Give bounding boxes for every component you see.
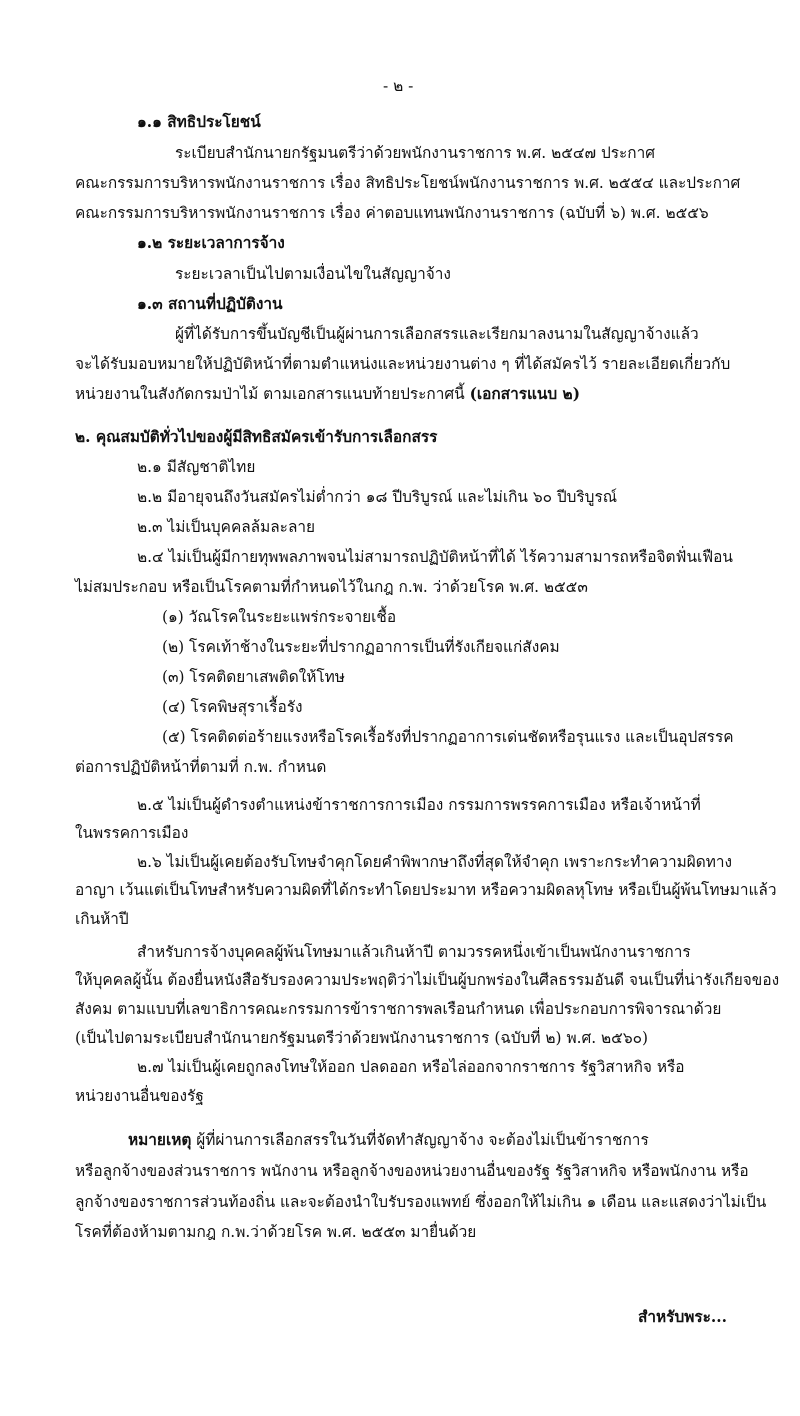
- disease-item: (๓) โรคติดยาเสพติดให้โทษ: [162, 668, 345, 686]
- remark-line: ลูกจ้างของราชการส่วนท้องถิ่น และจะต้องนำใบรับรองแพทย์ ซึ่งออกให้ไม่เกิน ๑ เดือน และแสดงว่าไม่เป็น: [75, 1193, 767, 1211]
- page-number: - ๒ -: [383, 77, 414, 95]
- exception-para: (เป็นไปตามระเบียบสำนักนายกรัฐมนตรีว่าด้วยพนักงานราชการ (ฉบับที่ ๒) พ.ศ. ๒๕๖๐): [75, 1029, 648, 1047]
- item-2-6: ๒.๖ ไม่เป็นผู้เคยต้องรับโทษจำคุกโดยคำพิพากษาถึงที่สุดให้จำคุก เพราะกระทำความผิดทาง: [137, 853, 733, 871]
- section-1-3-text: หน่วยงานในสังกัดกรมป่าไม้ ตามเอกสารแนบท้ายประกาศนี้: [75, 385, 465, 403]
- item-2-1: ๒.๑ มีสัญชาติไทย: [137, 458, 256, 476]
- disease-item: (๒) โรคเท้าช้างในระยะที่ปรากฏอาการเป็นที่รังเกียจแก่สังคม: [162, 638, 560, 656]
- item-2-3: ๒.๓ ไม่เป็นบุคคลล้มละลาย: [137, 518, 316, 536]
- section-1-3-line: ผู้ที่ได้รับการขึ้นบัญชีเป็นผู้ผ่านการเลือกสรรและเรียกมาลงนามในสัญญาจ้างแล้ว: [175, 325, 699, 343]
- remark-line: หรือลูกจ้างของส่วนราชการ พนักงาน หรือลูกจ้างของหน่วยงานอื่นของรัฐ รัฐวิสาหกิจ หรือพนักงาน หรือ: [75, 1162, 749, 1180]
- item-2-4-cont: ไม่สมประกอบ หรือเป็นโรคตามที่กำหนดไว้ในกฎ ก.พ. ว่าด้วยโรค พ.ศ. ๒๕๕๓: [75, 578, 588, 596]
- disease-item: (๔) โรคพิษสุราเรื้อรัง: [162, 698, 303, 716]
- item-2-7: ๒.๗ ไม่เป็นผู้เคยถูกลงโทษให้ออก ปลดออก หรือไล่ออกจากราชการ รัฐวิสาหกิจ หรือ: [137, 1058, 685, 1076]
- exception-para: สังคม ตามแบบที่เลขาธิการคณะกรรมการข้าราชการพลเรือนกำหนด เพื่อประกอบการพิจารณาด้วย: [75, 1000, 722, 1018]
- section-1-3-line-last: [75, 382, 580, 406]
- exception-para: ให้บุคคลผู้นั้น ต้องยื่นหนังสือรับรองความประพฤติว่าไม่เป็นผู้บกพร่องในศีลธรรมอันดี จนเป็นที่น่ารังเกียจของ: [75, 971, 780, 989]
- section-1-1-line: คณะกรรมการบริหารพนักงานราชการ เรื่อง สิทธิประโยชน์พนักงานราชการ พ.ศ. ๒๕๕๔ และประกาศ: [75, 174, 741, 192]
- exception-para: สำหรับการจ้างบุคคลผู้พ้นโทษมาแล้วเกินห้าปี ตามวรรคหนึ่งเข้าเป็นพนักงานราชการ: [137, 943, 691, 961]
- item-2-4: ๒.๔ ไม่เป็นผู้มีกายทุพพลภาพจนไม่สามารถปฏิบัติหน้าที่ได้ ไร้ความสามารถหรือจิตฟั่นเฟือน: [137, 548, 733, 566]
- section-1-1-line: ระเบียบสำนักนายกรัฐมนตรีว่าด้วยพนักงานราชการ พ.ศ. ๒๕๔๗ ประกาศ: [175, 144, 656, 162]
- remark-first-line: [128, 1128, 649, 1152]
- section-1-2-line: ระยะเวลาเป็นไปตามเงื่อนไขในสัญญาจ้าง: [175, 265, 451, 283]
- section-1-3-line: จะได้รับมอบหมายให้ปฏิบัติหน้าที่ตามตำแหน่งและหน่วยงานต่าง ๆ ที่ได้สมัครไว้ รายละเอียดเกี่ยวกับ: [75, 355, 731, 373]
- attachment-reference: (เอกสารแนบ ๒): [469, 385, 580, 403]
- section-1-2-heading: ๑.๒ ระยะเวลาการจ้าง: [137, 234, 285, 252]
- item-2-6-cont: อาญา เว้นแต่เป็นโทษสำหรับความผิดที่ได้กระทำโดยประมาท หรือความผิดลหุโทษ หรือเป็นผู้พ้นโทษมาแล้ว: [75, 881, 777, 899]
- continuation-text: สำหรับพระ...: [638, 1308, 727, 1326]
- item-2-5-cont: ในพรรคการเมือง: [75, 824, 189, 842]
- disease-item: (๑) วัณโรคในระยะแพร่กระจายเชื้อ: [162, 608, 397, 626]
- section-1-3-heading: ๑.๓ สถานที่ปฏิบัติงาน: [137, 295, 283, 313]
- disease-item: (๕) โรคติดต่อร้ายแรงหรือโรคเรื้อรังที่ปรากฏอาการเด่นชัดหรือรุนแรง และเป็นอุปสรรค: [162, 728, 734, 746]
- remark-label: หมายเหตุ: [128, 1131, 192, 1149]
- section-2-heading: ๒. คุณสมบัติทั่วไปของผู้มีสิทธิสมัครเข้ารับการเลือกสรร: [75, 428, 438, 446]
- section-1-1-heading: ๑.๑ สิทธิประโยชน์: [137, 113, 261, 131]
- remark-line: โรคที่ต้องห้ามตามกฎ ก.พ.ว่าด้วยโรค พ.ศ. ๒๕๕๓ มายื่นด้วย: [75, 1223, 477, 1241]
- item-2-6-cont: เกินห้าปี: [75, 910, 129, 928]
- item-2-2: ๒.๒ มีอายุจนถึงวันสมัครไม่ต่ำกว่า ๑๘ ปีบริบูรณ์ และไม่เกิน ๖๐ ปีบริบูรณ์: [137, 488, 617, 506]
- disease-5-cont: ต่อการปฏิบัติหน้าที่ตามที่ ก.พ. กำหนด: [75, 758, 327, 776]
- section-1-1-line: คณะกรรมการบริหารพนักงานราชการ เรื่อง ค่าตอบแทนพนักงานราชการ (ฉบับที่ ๖) พ.ศ. ๒๕๕๖: [75, 204, 709, 222]
- remark-text: ผู้ที่ผ่านการเลือกสรรในวันที่จัดทำสัญญาจ้าง จะต้องไม่เป็นข้าราชการ: [196, 1131, 649, 1149]
- item-2-5: ๒.๕ ไม่เป็นผู้ดำรงตำแหน่งข้าราชการการเมือง กรรมการพรรคการเมือง หรือเจ้าหน้าที่: [137, 796, 701, 814]
- item-2-7-cont: หน่วยงานอื่นของรัฐ: [75, 1087, 204, 1105]
